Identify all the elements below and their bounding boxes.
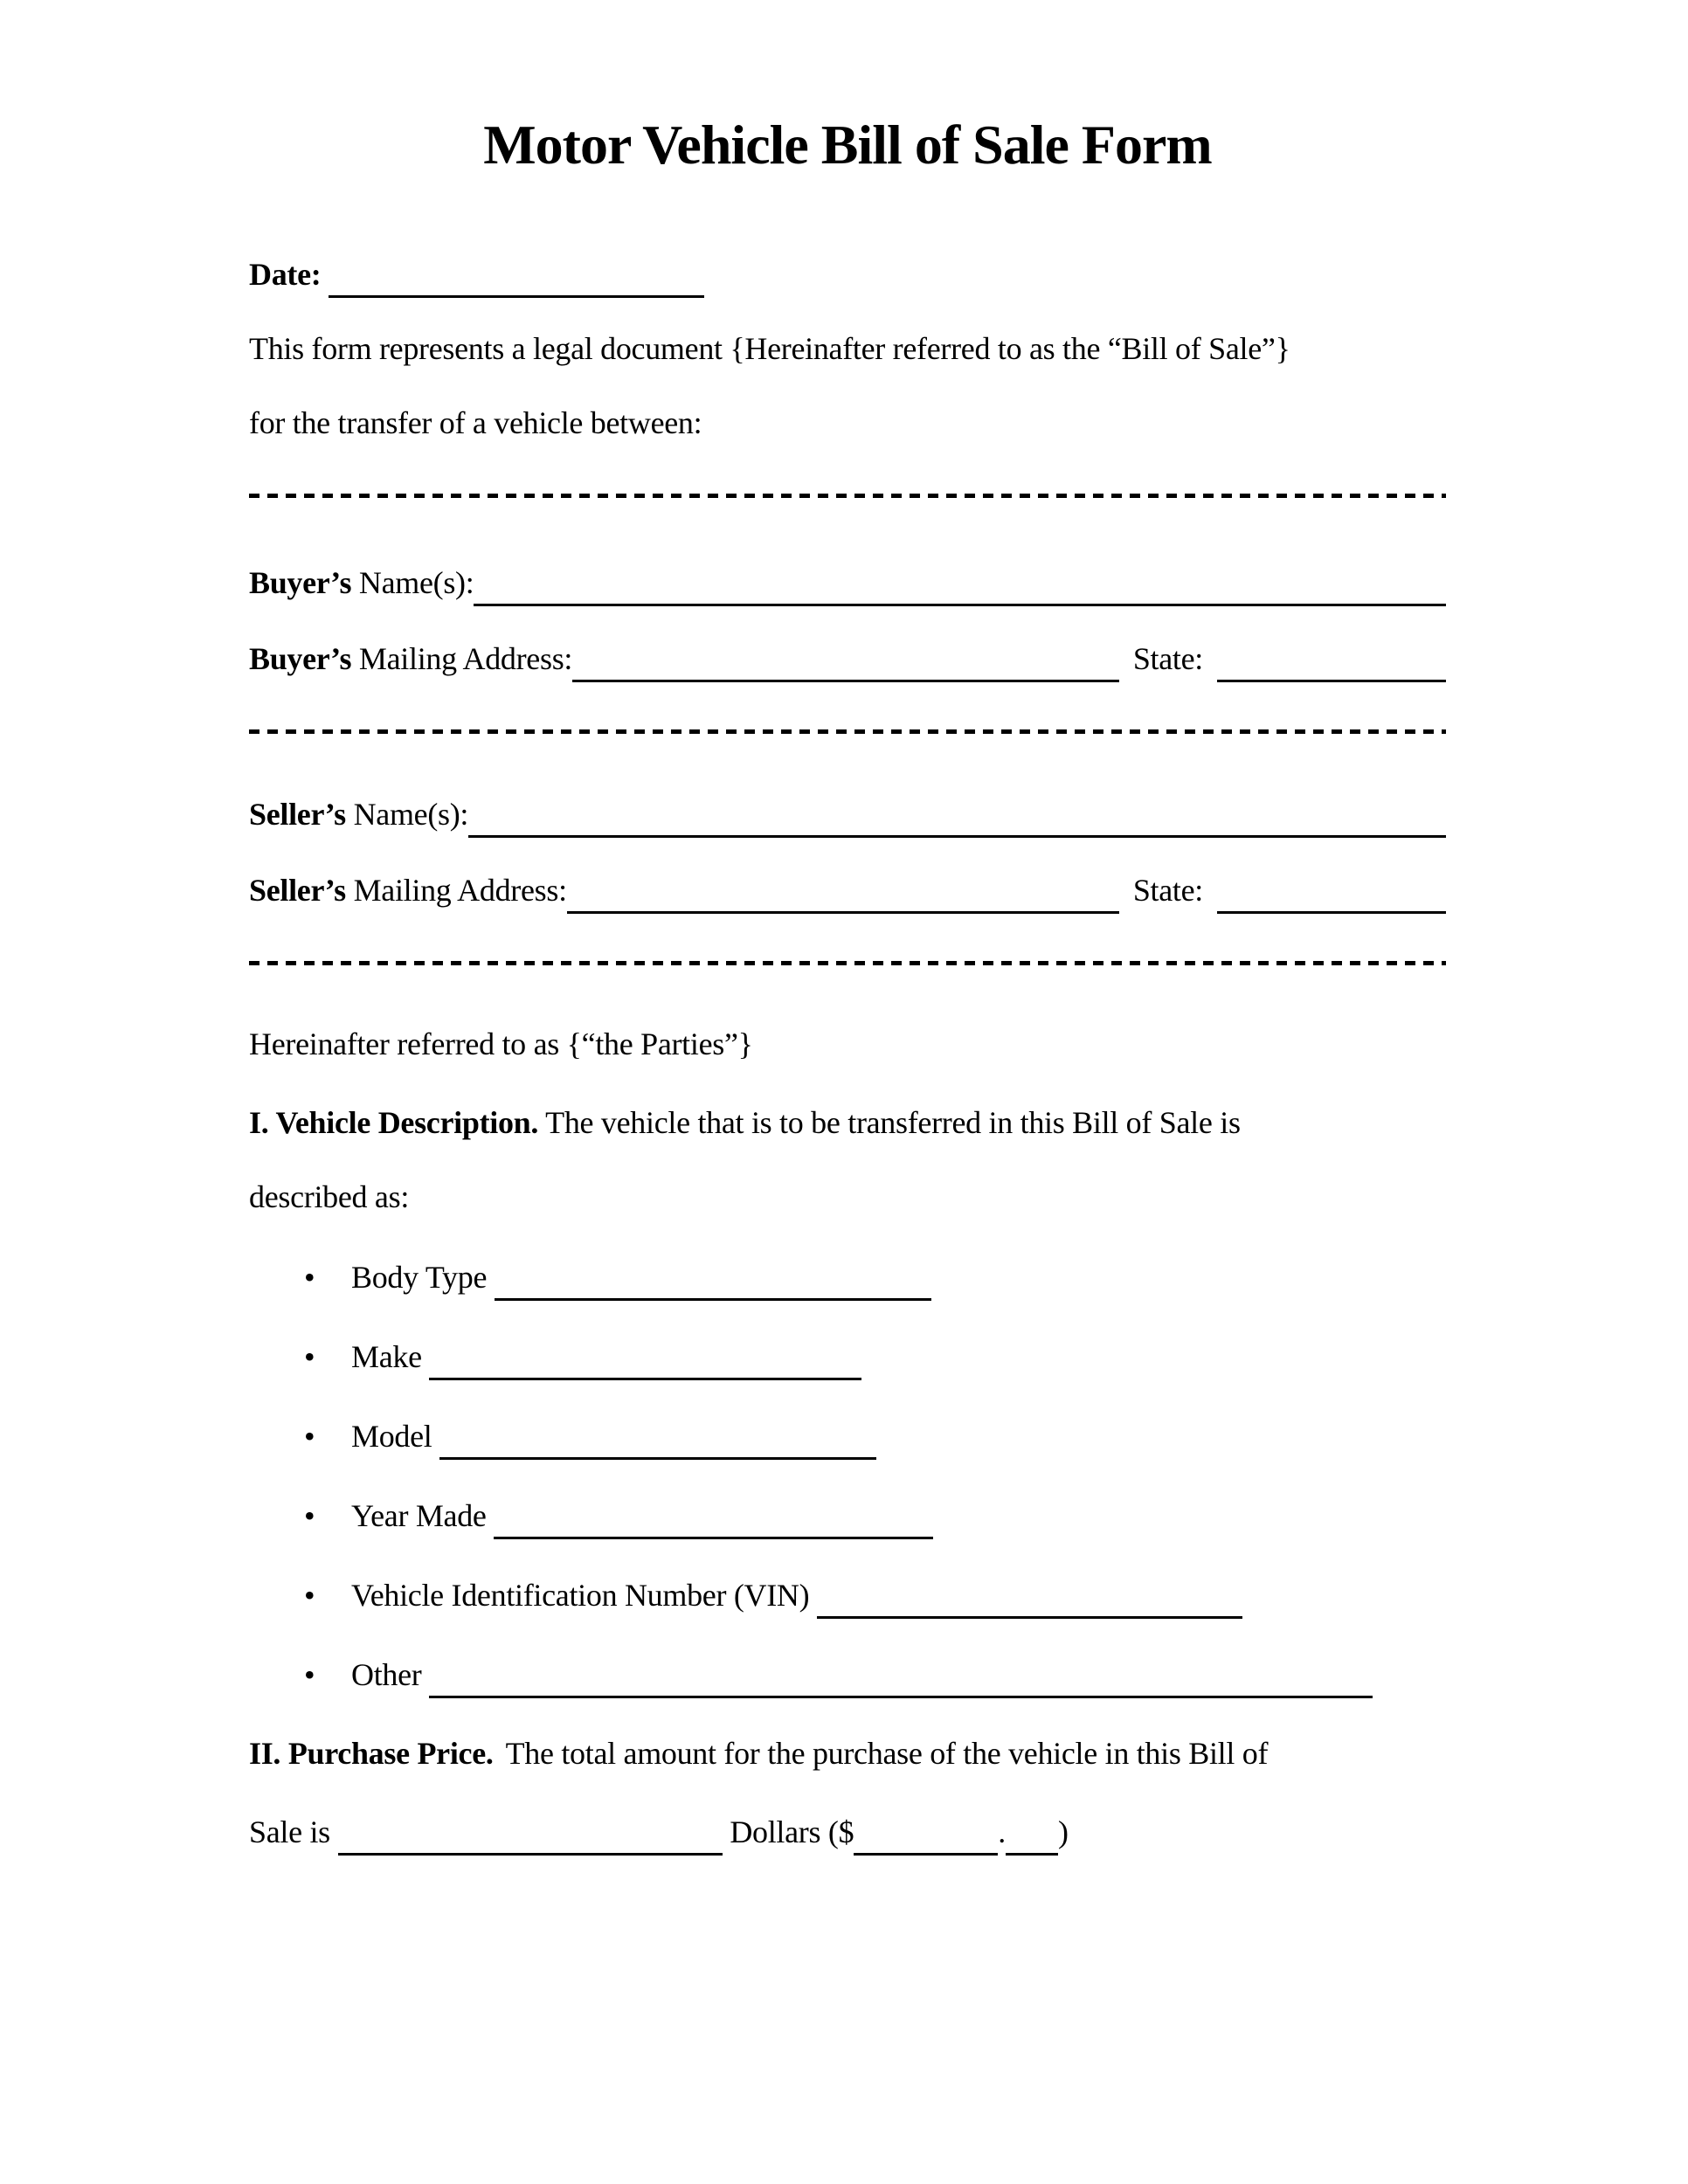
- dollars-amount-blank[interactable]: [854, 1813, 998, 1856]
- bullet-icon: •: [304, 1656, 315, 1692]
- bullet-icon: •: [304, 1577, 315, 1613]
- purchase-price-row: [249, 1808, 1446, 1856]
- bullet-icon: •: [304, 1418, 315, 1454]
- buyer-name-label: Buyer’s Name(s):: [249, 564, 474, 600]
- bullet-item-other: [304, 1651, 1446, 1698]
- seller-address-label: Seller’s Mailing Address:: [249, 872, 567, 908]
- sale-prefix-label: Sale is: [249, 1814, 330, 1849]
- dollars-label: Dollars ($: [730, 1814, 854, 1849]
- seller-address-row: [249, 867, 1446, 914]
- decimal-point: .: [998, 1814, 1006, 1849]
- buyer-address-row: [249, 635, 1446, 682]
- section2-heading-bold: II. Purchase Price.: [249, 1735, 494, 1771]
- bullet-item-vin: [304, 1572, 1446, 1619]
- date-blank[interactable]: [329, 255, 704, 298]
- vin-blank[interactable]: [817, 1576, 1242, 1619]
- buyer-name-row: [249, 559, 1446, 606]
- seller-name-label: Seller’s Name(s):: [249, 796, 469, 832]
- seller-state-blank[interactable]: [1217, 867, 1446, 914]
- dashed-divider: [249, 961, 1446, 965]
- bullet-item-model: [304, 1413, 1446, 1460]
- buyer-state-blank[interactable]: [1217, 635, 1446, 682]
- buyer-address-label: Buyer’s Mailing Address:: [249, 640, 573, 676]
- section1-heading: [249, 1099, 1446, 1146]
- other-label: Other: [351, 1656, 422, 1692]
- seller-address-blank[interactable]: [567, 867, 1119, 914]
- date-row: [249, 251, 1446, 298]
- bullet-icon: •: [304, 1259, 315, 1295]
- buyer-state-label: State:: [1132, 640, 1203, 676]
- date-label: Date:: [249, 256, 322, 292]
- section2-heading: [249, 1730, 1446, 1777]
- make-label: Make: [351, 1338, 422, 1374]
- bullet-icon: •: [304, 1497, 315, 1533]
- vin-label: Vehicle Identification Number (VIN): [351, 1577, 810, 1613]
- year-made-blank[interactable]: [494, 1496, 933, 1539]
- buyer-name-blank[interactable]: [474, 559, 1446, 606]
- cents-blank[interactable]: [1006, 1813, 1058, 1856]
- year-made-label: Year Made: [351, 1497, 487, 1533]
- seller-name-row: [249, 791, 1446, 838]
- make-blank[interactable]: [429, 1337, 861, 1380]
- dashed-divider: [249, 729, 1446, 734]
- bullet-icon: •: [304, 1338, 315, 1374]
- parties-note: Hereinafter referred to as {“the Parties”}: [249, 1026, 753, 1061]
- seller-state-label: State:: [1132, 872, 1203, 908]
- section1-heading-rest: The vehicle that is to be transferred in this Bill of Sale is: [545, 1104, 1241, 1140]
- model-blank[interactable]: [439, 1417, 876, 1460]
- page-title: Motor Vehicle Bill of Sale Form: [483, 114, 1212, 176]
- intro-line-2: for the transfer of a vehicle between:: [249, 404, 702, 440]
- bullet-item-make: [304, 1333, 1446, 1380]
- seller-name-blank[interactable]: [468, 791, 1446, 838]
- bullet-item-body-type: [304, 1254, 1446, 1301]
- section2-heading-rest: The total amount for the purchase of the vehicle in this Bill of: [505, 1735, 1269, 1771]
- close-paren: ): [1057, 1814, 1069, 1849]
- section1-line-2: described as:: [249, 1178, 410, 1214]
- section1-heading-bold: I. Vehicle Description.: [249, 1104, 539, 1140]
- buyer-address-blank[interactable]: [572, 635, 1119, 682]
- other-blank[interactable]: [429, 1655, 1373, 1698]
- intro-line-1: This form represents a legal document {Hereinafter referred to as the “Bill of Sale”}: [249, 330, 1290, 366]
- body-type-blank[interactable]: [495, 1258, 931, 1301]
- body-type-label: Body Type: [351, 1259, 488, 1295]
- sale-amount-words-blank[interactable]: [338, 1813, 723, 1856]
- dashed-divider: [249, 494, 1446, 498]
- model-label: Model: [351, 1418, 432, 1454]
- bullet-item-year-made: [304, 1492, 1446, 1539]
